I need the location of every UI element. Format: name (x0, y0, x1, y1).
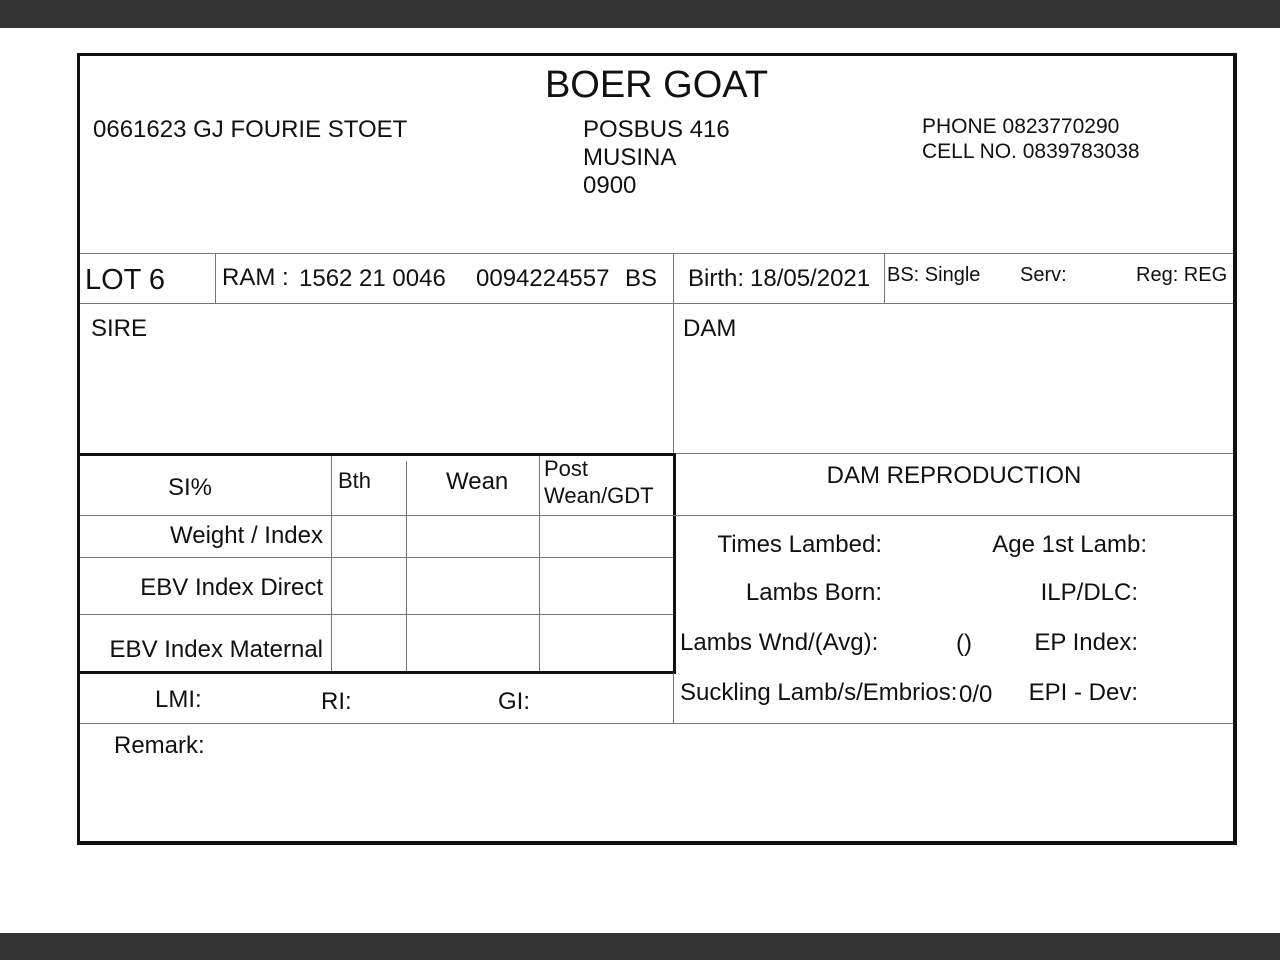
birth-date: 18/05/2021 (750, 265, 871, 292)
registration: Reg: REG (1136, 264, 1228, 286)
top-bar (0, 0, 1280, 28)
times-lambed-label: Times Lambed: (717, 531, 882, 558)
divider (331, 456, 332, 671)
divider (80, 253, 1233, 254)
ep-index-label: EP Index: (1034, 629, 1138, 656)
divider (675, 453, 1233, 454)
breeder-id-name: 0661623 GJ FOURIE STOET (93, 116, 408, 143)
dam-label: DAM (683, 315, 737, 342)
address-line-3: 0900 (583, 172, 637, 199)
serv-label: Serv: (1020, 264, 1067, 286)
row-label-ebv-maternal: EBV Index Maternal (109, 636, 323, 663)
cell-number: CELL NO. 0839783038 (922, 140, 1140, 163)
birth-label: Birth: (688, 265, 745, 292)
lambs-weaned-label: Lambs Wnd/(Avg): (680, 629, 879, 656)
sire-label: SIRE (91, 315, 148, 342)
divider (80, 303, 1233, 304)
lot-number: LOT 6 (85, 264, 166, 296)
ram-label: RAM : (222, 264, 289, 291)
lambs-born-label: Lambs Born: (745, 579, 882, 606)
divider (80, 557, 673, 558)
divider (80, 515, 1233, 516)
lmi-label: LMI: (155, 686, 202, 713)
age-first-lamb-label: Age 1st Lamb: (992, 531, 1147, 558)
epi-dev-label: EPI - Dev: (1028, 679, 1138, 706)
divider (406, 461, 407, 671)
dam-reproduction-title: DAM REPRODUCTION (826, 462, 1082, 489)
divider (673, 673, 674, 723)
divider (80, 723, 1233, 724)
suckling-label: Suckling Lamb/s/Embrios: (680, 679, 958, 706)
col-header-bth: Bth (338, 468, 372, 493)
ram-number: 1562 21 0046 (299, 265, 446, 292)
divider (539, 456, 540, 671)
goat-card (77, 53, 1237, 845)
suckling-value: 0/0 (959, 681, 993, 708)
remark-label: Remark: (114, 732, 205, 759)
bottom-bar (0, 933, 1280, 960)
si-table-bottom-border (80, 671, 676, 674)
divider (80, 614, 673, 615)
card-title: BOER GOAT (544, 64, 769, 106)
gi-label: GI: (498, 688, 531, 715)
ram-id: 0094224557 (476, 265, 610, 292)
divider (673, 253, 674, 453)
ri-label: RI: (321, 688, 352, 715)
birth-status: BS: Single (887, 264, 981, 286)
lambs-weaned-value: () (956, 630, 972, 657)
ilp-dlc-label: ILP/DLC: (1040, 579, 1138, 606)
divider (215, 253, 216, 303)
col-header-wean: Wean (446, 468, 509, 495)
si-percent-header: SI% (167, 474, 212, 501)
row-label-ebv-direct: EBV Index Direct (140, 574, 323, 601)
ram-code: BS (625, 265, 658, 292)
address-line-1: POSBUS 416 (583, 116, 730, 143)
address-line-2: MUSINA (583, 144, 677, 171)
col-header-post-wean: Post Wean/GDT (544, 456, 654, 508)
divider (884, 253, 885, 303)
row-label-weight-index: Weight / Index (170, 522, 323, 549)
phone-number: PHONE 0823770290 (922, 115, 1120, 138)
